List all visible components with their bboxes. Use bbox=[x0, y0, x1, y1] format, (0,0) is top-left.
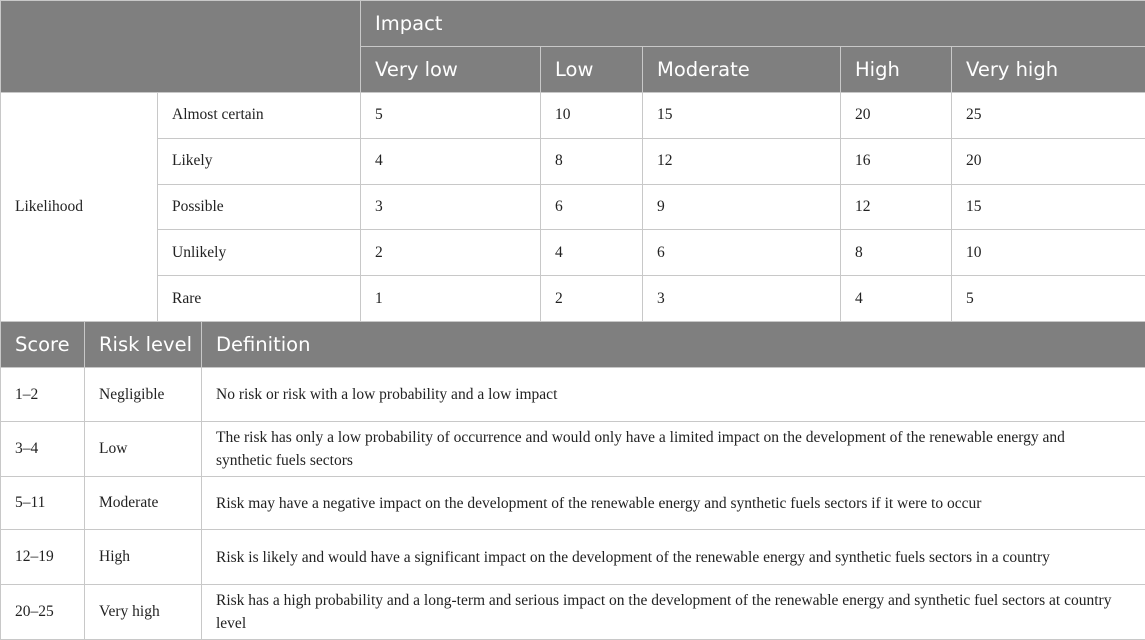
corner-cell bbox=[1, 1, 361, 93]
matrix-row-unlikely bbox=[1, 230, 1145, 276]
risk-level-header: Risk level bbox=[85, 322, 202, 368]
matrix-cell: 9 bbox=[643, 184, 841, 230]
score-cell: 3–4 bbox=[1, 422, 85, 477]
definition-cell: Risk may have a negative impact on the development of the renewable energy and synthetic fuels sectors if it were to occur bbox=[202, 477, 1145, 530]
matrix-cell: 3 bbox=[643, 276, 841, 322]
matrix-cell: 2 bbox=[541, 276, 643, 322]
score-cell: 12–19 bbox=[1, 530, 85, 584]
impact-header-row bbox=[1, 1, 1145, 47]
score-cell: 5–11 bbox=[1, 477, 85, 530]
matrix-cell: 6 bbox=[541, 184, 643, 230]
matrix-cell: 10 bbox=[541, 93, 643, 139]
levels-row bbox=[1, 422, 1145, 477]
impact-level-very-low: Very low bbox=[361, 47, 541, 93]
definition-header: Definition bbox=[202, 322, 1145, 368]
levels-row bbox=[1, 584, 1145, 639]
risk-level-cell: Moderate bbox=[85, 477, 202, 530]
matrix-cell: 2 bbox=[361, 230, 541, 276]
levels-header-row bbox=[1, 322, 1145, 368]
likelihood-header: Likelihood bbox=[1, 93, 158, 322]
matrix-cell: 4 bbox=[841, 276, 952, 322]
matrix-cell: 25 bbox=[952, 93, 1145, 139]
impact-level-high: High bbox=[841, 47, 952, 93]
matrix-row-almost-certain bbox=[1, 93, 1145, 139]
matrix-cell: 4 bbox=[361, 138, 541, 184]
definition-cell: The risk has only a low probability of occurrence and would only have a limited impact on the development of the renewable energy and synthetic fuels sectors bbox=[202, 422, 1145, 477]
matrix-cell: 1 bbox=[361, 276, 541, 322]
levels-row bbox=[1, 368, 1145, 422]
risk-level-cell: Very high bbox=[85, 584, 202, 639]
score-cell: 1–2 bbox=[1, 368, 85, 422]
levels-row bbox=[1, 477, 1145, 530]
matrix-cell: 20 bbox=[952, 138, 1145, 184]
matrix-cell: 15 bbox=[643, 93, 841, 139]
matrix-cell: 3 bbox=[361, 184, 541, 230]
matrix-cell: 12 bbox=[841, 184, 952, 230]
matrix-row-possible bbox=[1, 184, 1145, 230]
score-header: Score bbox=[1, 322, 85, 368]
matrix-cell: 8 bbox=[841, 230, 952, 276]
impact-level-low: Low bbox=[541, 47, 643, 93]
matrix-cell: 10 bbox=[952, 230, 1145, 276]
risk-level-cell: High bbox=[85, 530, 202, 584]
matrix-row-rare bbox=[1, 276, 1145, 322]
likelihood-label: Almost certain bbox=[158, 93, 361, 139]
impact-level-very-high: Very high bbox=[952, 47, 1145, 93]
matrix-cell: 5 bbox=[952, 276, 1145, 322]
likelihood-label: Likely bbox=[158, 138, 361, 184]
risk-level-cell: Negligible bbox=[85, 368, 202, 422]
matrix-cell: 4 bbox=[541, 230, 643, 276]
matrix-cell: 20 bbox=[841, 93, 952, 139]
likelihood-label: Unlikely bbox=[158, 230, 361, 276]
matrix-row-likely bbox=[1, 138, 1145, 184]
definition-cell: No risk or risk with a low probability and a low impact bbox=[202, 368, 1145, 422]
risk-level-cell: Low bbox=[85, 422, 202, 477]
matrix-cell: 8 bbox=[541, 138, 643, 184]
matrix-cell: 12 bbox=[643, 138, 841, 184]
impact-level-moderate: Moderate bbox=[643, 47, 841, 93]
matrix-cell: 5 bbox=[361, 93, 541, 139]
score-cell: 20–25 bbox=[1, 584, 85, 639]
matrix-cell: 15 bbox=[952, 184, 1145, 230]
matrix-cell: 6 bbox=[643, 230, 841, 276]
matrix-cell: 16 bbox=[841, 138, 952, 184]
likelihood-label: Possible bbox=[158, 184, 361, 230]
impact-header: Impact bbox=[361, 1, 1145, 47]
definition-cell: Risk is likely and would have a significant impact on the development of the renewable energy and synthetic fuels sectors in a country bbox=[202, 530, 1145, 584]
likelihood-label: Rare bbox=[158, 276, 361, 322]
levels-row bbox=[1, 530, 1145, 584]
risk-levels-table bbox=[0, 321, 1145, 640]
definition-cell: Risk has a high probability and a long-term and serious impact on the development of the renewable energy and synthetic fuel sectors at country level bbox=[202, 584, 1145, 639]
